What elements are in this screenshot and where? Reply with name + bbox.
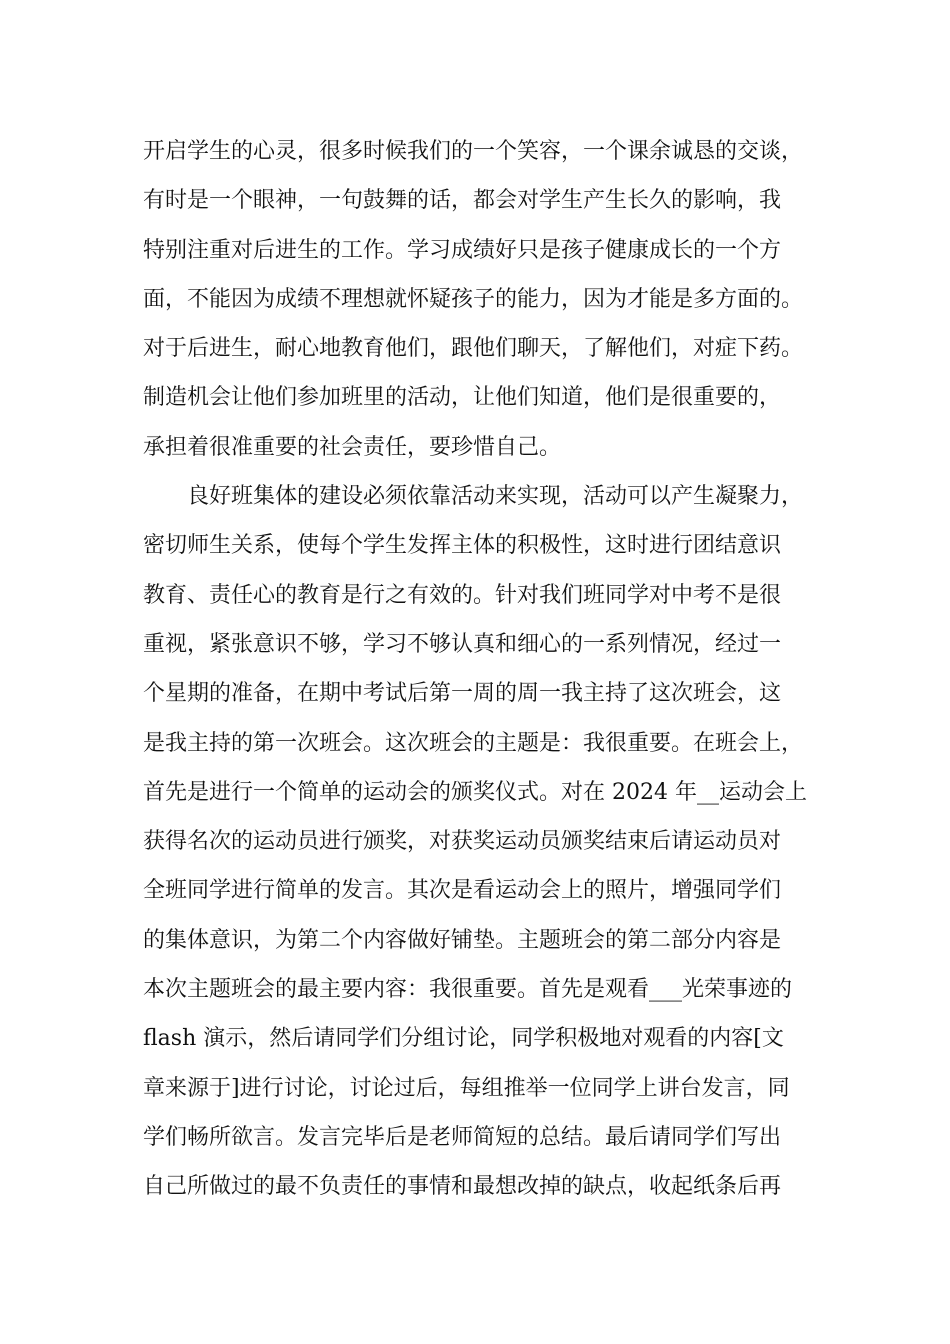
- paragraph-2: [143, 472, 843, 1211]
- text-line: 面，不能因为成绩不理想就怀疑孩子的能力，因为才能是多方面的。: [143, 286, 804, 312]
- text-line: 的集体意识，为第二个内容做好铺垫。主题班会的第二部分内容是: [143, 927, 782, 953]
- text-line: 教育、责任心的教育是行之有效的。针对我们班同学对中考不是很: [143, 582, 782, 608]
- text-line: 对于后进生，耐心地教育他们，跟他们聊天，了解他们，对症下药。: [143, 336, 804, 362]
- text-line: 密切师生关系，使每个学生发挥主体的积极性，这时进行团结意识: [143, 533, 782, 559]
- text-line: 全班同学进行简单的发言。其次是看运动会上的照片，增强同学们: [143, 878, 782, 904]
- text-line: flash 演示，然后请同学们分组讨论，同学积极地对观看的内容[文: [143, 1026, 784, 1052]
- body-text: [143, 127, 843, 1212]
- text-line: 学们畅所欲言。发言完毕后是老师简短的总结。最后请同学们写出: [143, 1124, 782, 1150]
- paragraph-1: [143, 127, 843, 472]
- text-line: 重视，紧张意识不够，学习不够认真和细心的一系列情况，经过一: [143, 631, 782, 657]
- text-line: 个星期的准备，在期中考试后第一周的周一我主持了这次班会，这: [143, 681, 782, 707]
- text-line: 首先是进行一个简单的运动会的颁奖仪式。对在 2024 年__运动会上: [143, 779, 807, 805]
- text-line: 制造机会让他们参加班里的活动，让他们知道，他们是很重要的，: [143, 385, 782, 411]
- text-line: 获得名次的运动员进行颁奖，对获奖运动员颁奖结束后请运动员对: [143, 829, 782, 855]
- text-line: 有时是一个眼神，一句鼓舞的话，都会对学生产生长久的影响，我: [143, 188, 782, 214]
- text-line: 承担着很准重要的社会责任，要珍惜自己。: [143, 434, 562, 460]
- text-line: 章来源于]进行讨论，讨论过后，每组推举一位同学上讲台发言，同: [143, 1075, 790, 1101]
- text-line: 是我主持的第一次班会。这次班会的主题是：我很重要。在班会上，: [143, 730, 804, 756]
- text-line: 开启学生的心灵，很多时候我们的一个笑容，一个课余诚恳的交谈，: [143, 139, 804, 164]
- text-line: 自己所做过的最不负责任的事情和最想改掉的缺点，收起纸条后再: [143, 1174, 782, 1200]
- text-line: 本次主题班会的最主要内容：我很重要。首先是观看___光荣事迹的: [143, 977, 793, 1003]
- text-line-indented: 良好班集体的建设必须依靠活动来实现，活动可以产生凝聚力，: [187, 484, 804, 510]
- text-line: 特别注重对后进生的工作。学习成绩好只是孩子健康成长的一个方: [143, 237, 782, 263]
